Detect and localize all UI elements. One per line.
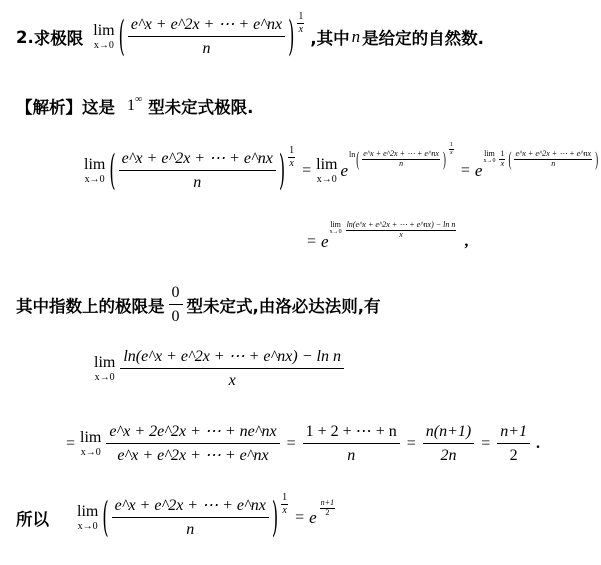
result-exponent: $\frac{n+1}{2}$ (320, 498, 335, 517)
conclusion-label: 所以 (16, 510, 49, 530)
indeterminate-form: 1 ∞ (127, 93, 143, 114)
lim-operator: lim x→0 (80, 429, 102, 459)
problem-limit-expression (93, 11, 306, 61)
equals-sign: = (302, 162, 312, 180)
equals-sign: = (406, 435, 416, 453)
outer-exponent: $\frac{1}{x}$ (282, 492, 288, 516)
fraction: $\frac{\text{ln(e\textasciicircum{}x + e\textasciicircum{}2x + ⋯ + e\textasciicircum{}nx) − ln n}}{x}$ (120, 348, 344, 391)
comma: , (464, 233, 469, 250)
exponent-lim-expression: lim x→0 $\frac{1}{x}$ ( $\frac{e\^{}x + e\^{}2x + \cdots + e\^{}nx}{n}$ ) (483, 148, 599, 171)
equals-sign: = (460, 162, 470, 180)
right-paren: ) (271, 492, 279, 542)
base-e: e (309, 508, 317, 528)
equals-sign: = (295, 509, 305, 527)
problem-var-n: n (351, 27, 361, 47)
equals-sign: = (286, 435, 296, 453)
problem-prefix: 求极限 (33, 29, 84, 49)
outer-exponent: $\frac{1}{x}$ (298, 11, 304, 35)
left-paren: ( (109, 145, 116, 195)
analysis-suffix: 型未定式极限. (148, 98, 254, 117)
exponent-lim-ln-expression: lim x→0 $\frac{\text{ln(e\textasciicircum{}x + e\textasciicircum{}2x + ⋯ + e\textasciicircum{}nx) − ln n}}{x}$ (329, 219, 456, 239)
fraction: $\frac{e\^{}x + e\^{}2x + \cdots + e\^{}nx}{n}$ (119, 150, 276, 193)
fraction: $\frac{e\^{}x + e\^{}2x + \cdots + e\^{}nx}{n}$ (128, 16, 285, 59)
equation-2 (94, 348, 346, 391)
equation-1-continued (302, 219, 469, 252)
outer-exponent: $\frac{1}{x}$ (289, 145, 295, 169)
left-paren: ( (102, 492, 109, 542)
lim-operator: lim x→0 (84, 156, 106, 186)
derivative-fraction: $\frac{e\^{}x + 2e\^{}2x + \cdots + ne\^{}nx}{e\^{}x + e\^{}2x + \cdots + e\^{}nx}$ (106, 423, 279, 466)
middle-prefix: 其中指数上的极限是 (16, 297, 165, 317)
period: . (536, 435, 541, 453)
base-e: e (474, 161, 483, 181)
right-paren: ) (278, 145, 286, 195)
lim-operator: lim x→0 (77, 503, 99, 533)
zero-over-zero: $\frac{0}{0}$ (169, 284, 183, 327)
equals-sign: = (481, 435, 491, 453)
lim-operator: lim x→0 (316, 156, 338, 186)
left-paren: ( (118, 11, 125, 61)
equals-sign: = (66, 435, 76, 453)
right-paren: ) (288, 11, 295, 61)
base-e: e (340, 161, 349, 181)
equation-1 (84, 142, 599, 195)
analysis-line (16, 94, 253, 118)
middle-line (16, 284, 381, 327)
exponent-ln-expression: ln ( $\frac{e\^{}x + e\^{}2x + \cdots + e\^{}nx}{n}$ ) $\frac{1}{x}$ (349, 142, 453, 171)
problem-number: 2. (16, 27, 34, 47)
sum-fraction: $\frac{1 + 2 + \cdots + n}{n}$ (303, 423, 400, 466)
result-fraction: $\frac{n+1}{2}$ (497, 423, 530, 466)
problem-line (16, 11, 484, 61)
fraction: $\frac{e\^{}x + e\^{}2x + \cdots + e\^{}nx}{n}$ (112, 497, 269, 540)
conclusion-expression (77, 492, 337, 542)
problem-suffix-b: 是给定的自然数. (362, 29, 484, 49)
equation-3 (66, 423, 540, 466)
analysis-label: 【解析】这是 (16, 98, 115, 117)
lim-operator: lim x→0 (93, 22, 115, 52)
problem-suffix-a: ,其中 (310, 29, 350, 49)
lim-operator: lim x→0 (94, 354, 116, 384)
base-e: e (321, 232, 329, 251)
middle-suffix: 型未定式,由洛必达法则,有 (186, 297, 381, 317)
product-fraction: $\frac{n(n+1)}{2n}$ (423, 423, 474, 466)
conclusion-line (16, 492, 337, 542)
equals-sign: = (307, 233, 317, 250)
